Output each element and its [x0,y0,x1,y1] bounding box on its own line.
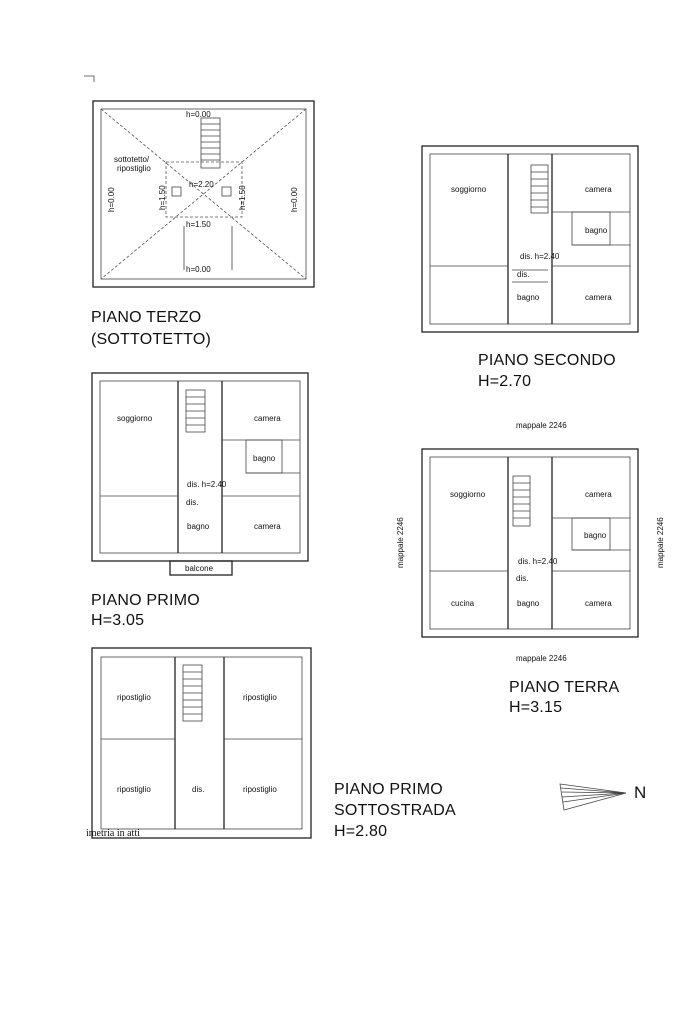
terzo-stair [201,118,220,168]
terzo-h-bottom-150: h=1.50 [186,220,211,229]
plan-secondo [422,146,638,390]
sottostrada-corridor-walls [175,657,224,829]
primo-camera-1: camera [254,414,281,423]
secondo-soggiorno: soggiorno [451,185,487,194]
terzo-h-bottom-000: h=0.00 [186,265,211,274]
sottostrada-inner-wall [101,657,302,829]
terra-title: PIANO TERRA [509,679,620,696]
sottostrada-outer-wall [92,648,311,838]
terzo-title: PIANO TERZO [91,309,202,326]
secondo-dis-h: dis. h=2.40 [520,252,560,261]
primo-camera-2: camera [254,522,281,531]
terra-subtitle: H=3.15 [509,699,563,716]
terra-mappale-left: mappale 2246 [396,517,405,568]
plan-terra [396,421,665,716]
terra-bagno-1: bagno [584,531,607,540]
terra-bagno-2: bagno [517,599,540,608]
north-arrow [560,783,646,810]
plan-primo [91,373,308,629]
primo-dis: dis. [186,498,199,507]
terra-camera-2: camera [585,599,612,608]
primo-title: PIANO PRIMO [91,592,200,609]
secondo-camera-2: camera [585,293,612,302]
primo-balcone: balcone [185,564,214,573]
terzo-h-top: h=0.00 [186,110,211,119]
sottostrada-subtitle: SOTTOSTRADA [334,802,456,819]
terzo-h-left-150: h=1.50 [158,185,167,210]
secondo-bagno-2: bagno [517,293,540,302]
terra-stair-treads [513,483,530,518]
secondo-bagno-1: bagno [585,226,608,235]
terzo-room-line2: ripostiglio [117,164,151,173]
secondo-camera-1: camera [585,185,612,194]
north-label: N [634,783,647,802]
terzo-room-line1: sottotetto/ [114,155,150,164]
primo-bagno-1: bagno [253,454,276,463]
sottostrada-height: H=2.80 [334,823,388,840]
terzo-h-right-150: h=1.50 [238,185,247,210]
sottostrada-note: imetria in atti [86,828,140,839]
terzo-stair-treads [201,124,220,160]
terra-dis-h: dis. h=2.40 [518,557,558,566]
terzo-chimney-right [222,187,231,196]
primo-outer-wall [92,373,308,561]
north-arrow-rays [561,788,626,802]
secondo-dis: dis. [517,270,530,279]
terra-mappale-right: mappale 2246 [656,517,665,568]
secondo-outer-wall [422,146,638,332]
corner-mark [84,76,94,82]
terra-dis: dis. [516,574,529,583]
terzo-wall-stubs [184,226,232,270]
terra-mappale-bottom: mappale 2246 [516,654,567,663]
plan-terzo [91,101,314,348]
terzo-outer-wall [93,101,314,287]
sottostrada-ripostiglio-2: ripostiglio [243,693,277,702]
terra-camera-1: camera [585,490,612,499]
north-arrow-icon [560,784,626,810]
terzo-subtitle: (SOTTOTETTO) [91,331,212,348]
primo-soggiorno: soggiorno [117,414,153,423]
sottostrada-dis: dis. [192,785,205,794]
sottostrada-stair-treads [183,672,202,714]
plan-sottostrada [86,648,456,840]
terzo-chimney-left [172,187,181,196]
secondo-title: PIANO SECONDO [478,352,616,369]
terzo-h-center: h=2.20 [189,180,214,189]
terzo-h-left-000: h=0.00 [107,187,116,212]
terra-stair [513,476,530,526]
primo-stair-treads [186,397,205,425]
terra-mappale-top: mappale 2246 [516,421,567,430]
secondo-stair-treads [531,172,548,207]
sottostrada-ripostiglio-4: ripostiglio [243,785,277,794]
terra-soggiorno: soggiorno [450,490,486,499]
sottostrada-ripostiglio-3: ripostiglio [117,785,151,794]
terzo-h-right-000: h=0.00 [290,187,299,212]
sottostrada-title: PIANO PRIMO [334,781,443,798]
primo-dis-h: dis. h=2.40 [187,480,227,489]
primo-subtitle: H=3.05 [91,612,145,629]
secondo-subtitle: H=2.70 [478,373,532,390]
terra-cucina: cucina [451,599,475,608]
sottostrada-ripostiglio-1: ripostiglio [117,693,151,702]
primo-bagno-2: bagno [187,522,210,531]
